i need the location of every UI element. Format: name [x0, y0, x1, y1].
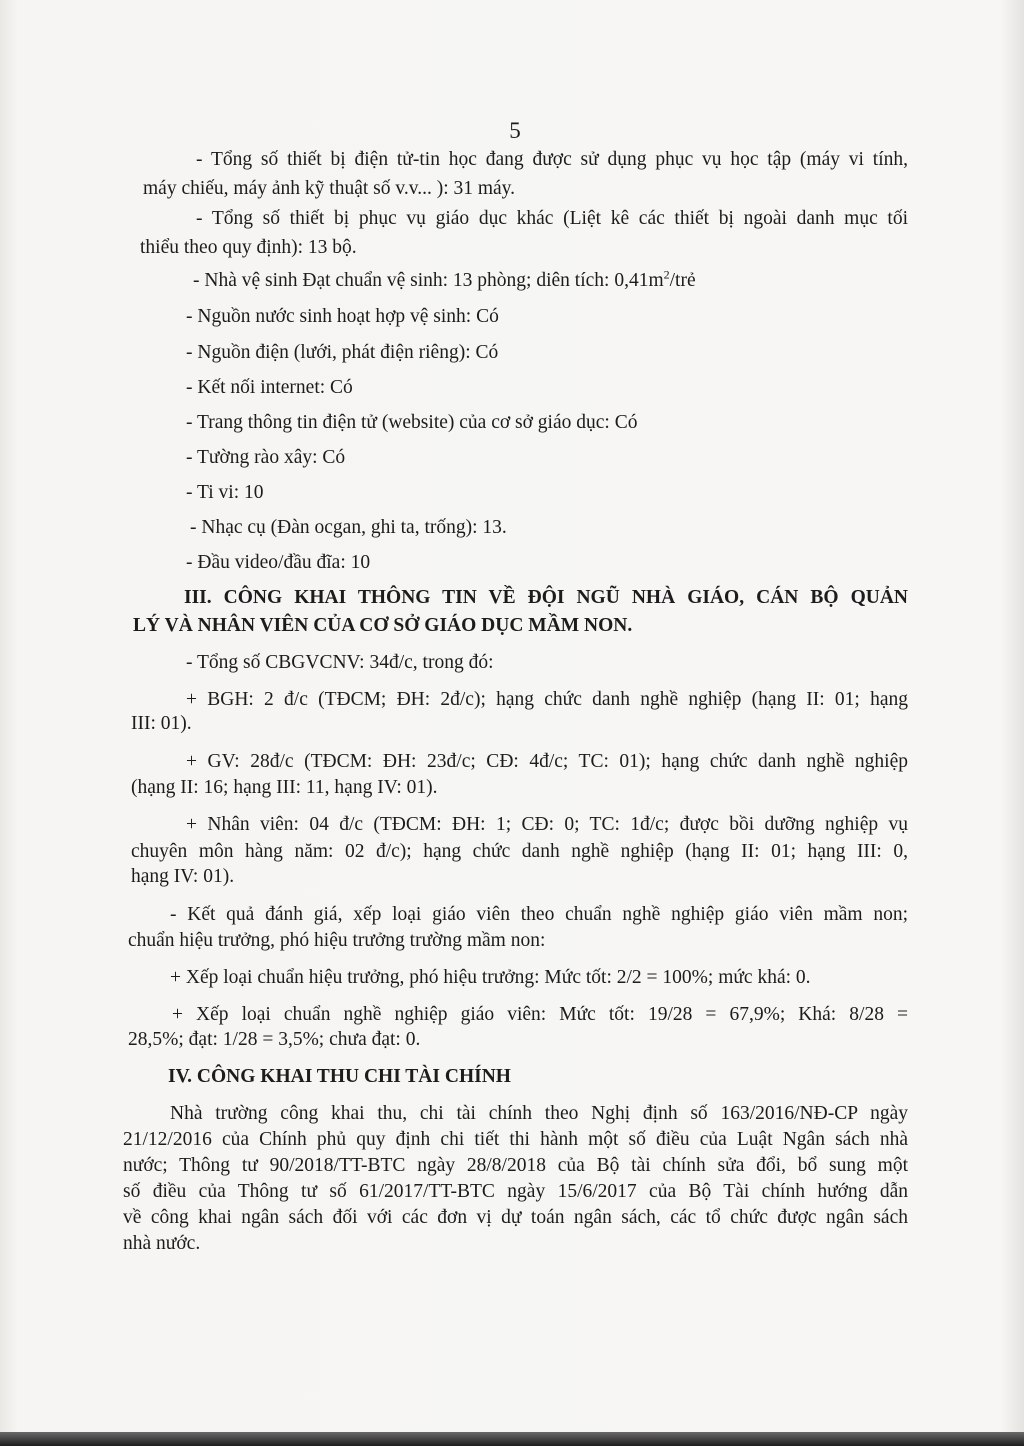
section4-heading: IV. CÔNG KHAI THU CHI TÀI CHÍNH [168, 1066, 511, 1087]
staff-total-line: - Tổng số CBGVCNV: 34đ/c, trong đó: [186, 652, 494, 673]
teacher-rating-line-2: 28,5%; đạt: 1/28 = 3,5%; chưa đạt: 0. [128, 1029, 421, 1050]
teacher-rating-line-1: + Xếp loại chuẩn nghề nghiệp giáo viên: Mức tốt: 19/28 = 67,9%; Khá: 8/28 = [172, 1004, 908, 1025]
staff-line-1: + Nhân viên: 04 đ/c (TĐCM: ĐH: 1; CĐ: 0; TC: 1đ/c; được bồi dưỡng nghiệp vụ [186, 814, 908, 835]
power-line: - Nguồn điện (lưới, phát điện riêng): Có [186, 342, 499, 363]
toilet-superscript: 2 [663, 267, 670, 282]
principal-rating-line: + Xếp loại chuẩn hiệu trưởng, phó hiệu trưởng: Mức tốt: 2/2 = 100%; mức khá: 0. [170, 967, 811, 988]
toilet-line [193, 269, 696, 293]
toilet-unit: /trẻ [669, 270, 696, 291]
staff-line-3: hạng IV: 01). [131, 866, 235, 887]
electronic-equipment-line-1: - Tổng số thiết bị điện tử-tin học đang được sử dụng phục vụ học tập (máy vi tính, [196, 149, 908, 170]
website-line: - Trang thông tin điện tử (website) của cơ sở giáo dục: Có [186, 412, 638, 433]
video-line: - Đầu video/đầu đĩa: 10 [186, 552, 371, 573]
instruments-line: - Nhạc cụ (Đàn ocgan, ghi ta, trống): 13. [190, 517, 507, 538]
finance-paragraph-line-1: Nhà trường công khai thu, chi tài chính theo Nghị định số 163/2016/NĐ-CP ngày [170, 1103, 908, 1124]
section3-heading-line-1: III. CÔNG KHAI THÔNG TIN VỀ ĐỘI NGŨ NHÀ GIÁO, CÁN BỘ QUẢN [184, 587, 908, 608]
page-number: 5 [509, 118, 521, 143]
finance-paragraph-line-3: nước; Thông tư 90/2018/TT-BTC ngày 28/8/2018 của Bộ tài chính sửa đổi, bổ sung một [123, 1155, 908, 1176]
finance-paragraph-line-2: 21/12/2016 của Chính phủ quy định chi tiết thi hành một số điều của Luật Ngân sách nhà [123, 1129, 908, 1150]
tv-line: - Ti vi: 10 [186, 482, 264, 503]
gv-line-1: + GV: 28đ/c (TĐCM: ĐH: 23đ/c; CĐ: 4đ/c; TC: 01); hạng chức danh nghề nghiệp [186, 751, 908, 772]
water-line: - Nguồn nước sinh hoạt hợp vệ sinh: Có [186, 306, 499, 327]
internet-line: - Kết nối internet: Có [186, 377, 353, 398]
section3-heading-line-2: LÝ VÀ NHÂN VIÊN CỦA CƠ SỞ GIÁO DỤC MẦM NON. [133, 615, 633, 636]
evaluation-line-2: chuẩn hiệu trưởng, phó hiệu trưởng trường mầm non: [128, 930, 546, 951]
toilet-text: - Nhà vệ sinh Đạt chuẩn vệ sinh: 13 phòng; diên tích: 0,41m [193, 270, 664, 291]
bgh-line-2: III: 01). [131, 713, 192, 734]
bgh-line-1: + BGH: 2 đ/c (TĐCM; ĐH: 2đ/c); hạng chức danh nghề nghiệp (hạng II: 01; hạng [186, 689, 908, 710]
other-equipment-line-2: thiểu theo quy định): 13 bộ. [140, 237, 357, 258]
finance-paragraph-line-5: về công khai ngân sách đối với các đơn vị dự toán ngân sách, các tổ chức được ngân sách [123, 1207, 908, 1228]
other-equipment-line-1: - Tổng số thiết bị phục vụ giáo dục khác (Liệt kê các thiết bị ngoài danh mục tối [196, 208, 908, 229]
evaluation-line-1: - Kết quả đánh giá, xếp loại giáo viên theo chuẩn nghề nghiệp giáo viên mầm non; [170, 904, 908, 925]
electronic-equipment-line-2: máy chiếu, máy ảnh kỹ thuật số v.v... ): 31 máy. [143, 178, 516, 199]
finance-paragraph-line-6: nhà nước. [123, 1233, 201, 1254]
gv-line-2: (hạng II: 16; hạng III: 11, hạng IV: 01). [131, 777, 438, 798]
staff-line-2: chuyên môn hàng năm: 02 đ/c); hạng chức danh nghề nghiệp (hạng II: 01; hạng III: 0, [131, 841, 908, 862]
finance-paragraph-line-4: số điều của Thông tư số 61/2017/TT-BTC ngày 15/6/2017 của Bộ Tài chính hướng dẫn [123, 1181, 908, 1202]
wall-line: - Tường rào xây: Có [186, 447, 346, 468]
scan-bottom-edge [0, 1432, 1024, 1446]
